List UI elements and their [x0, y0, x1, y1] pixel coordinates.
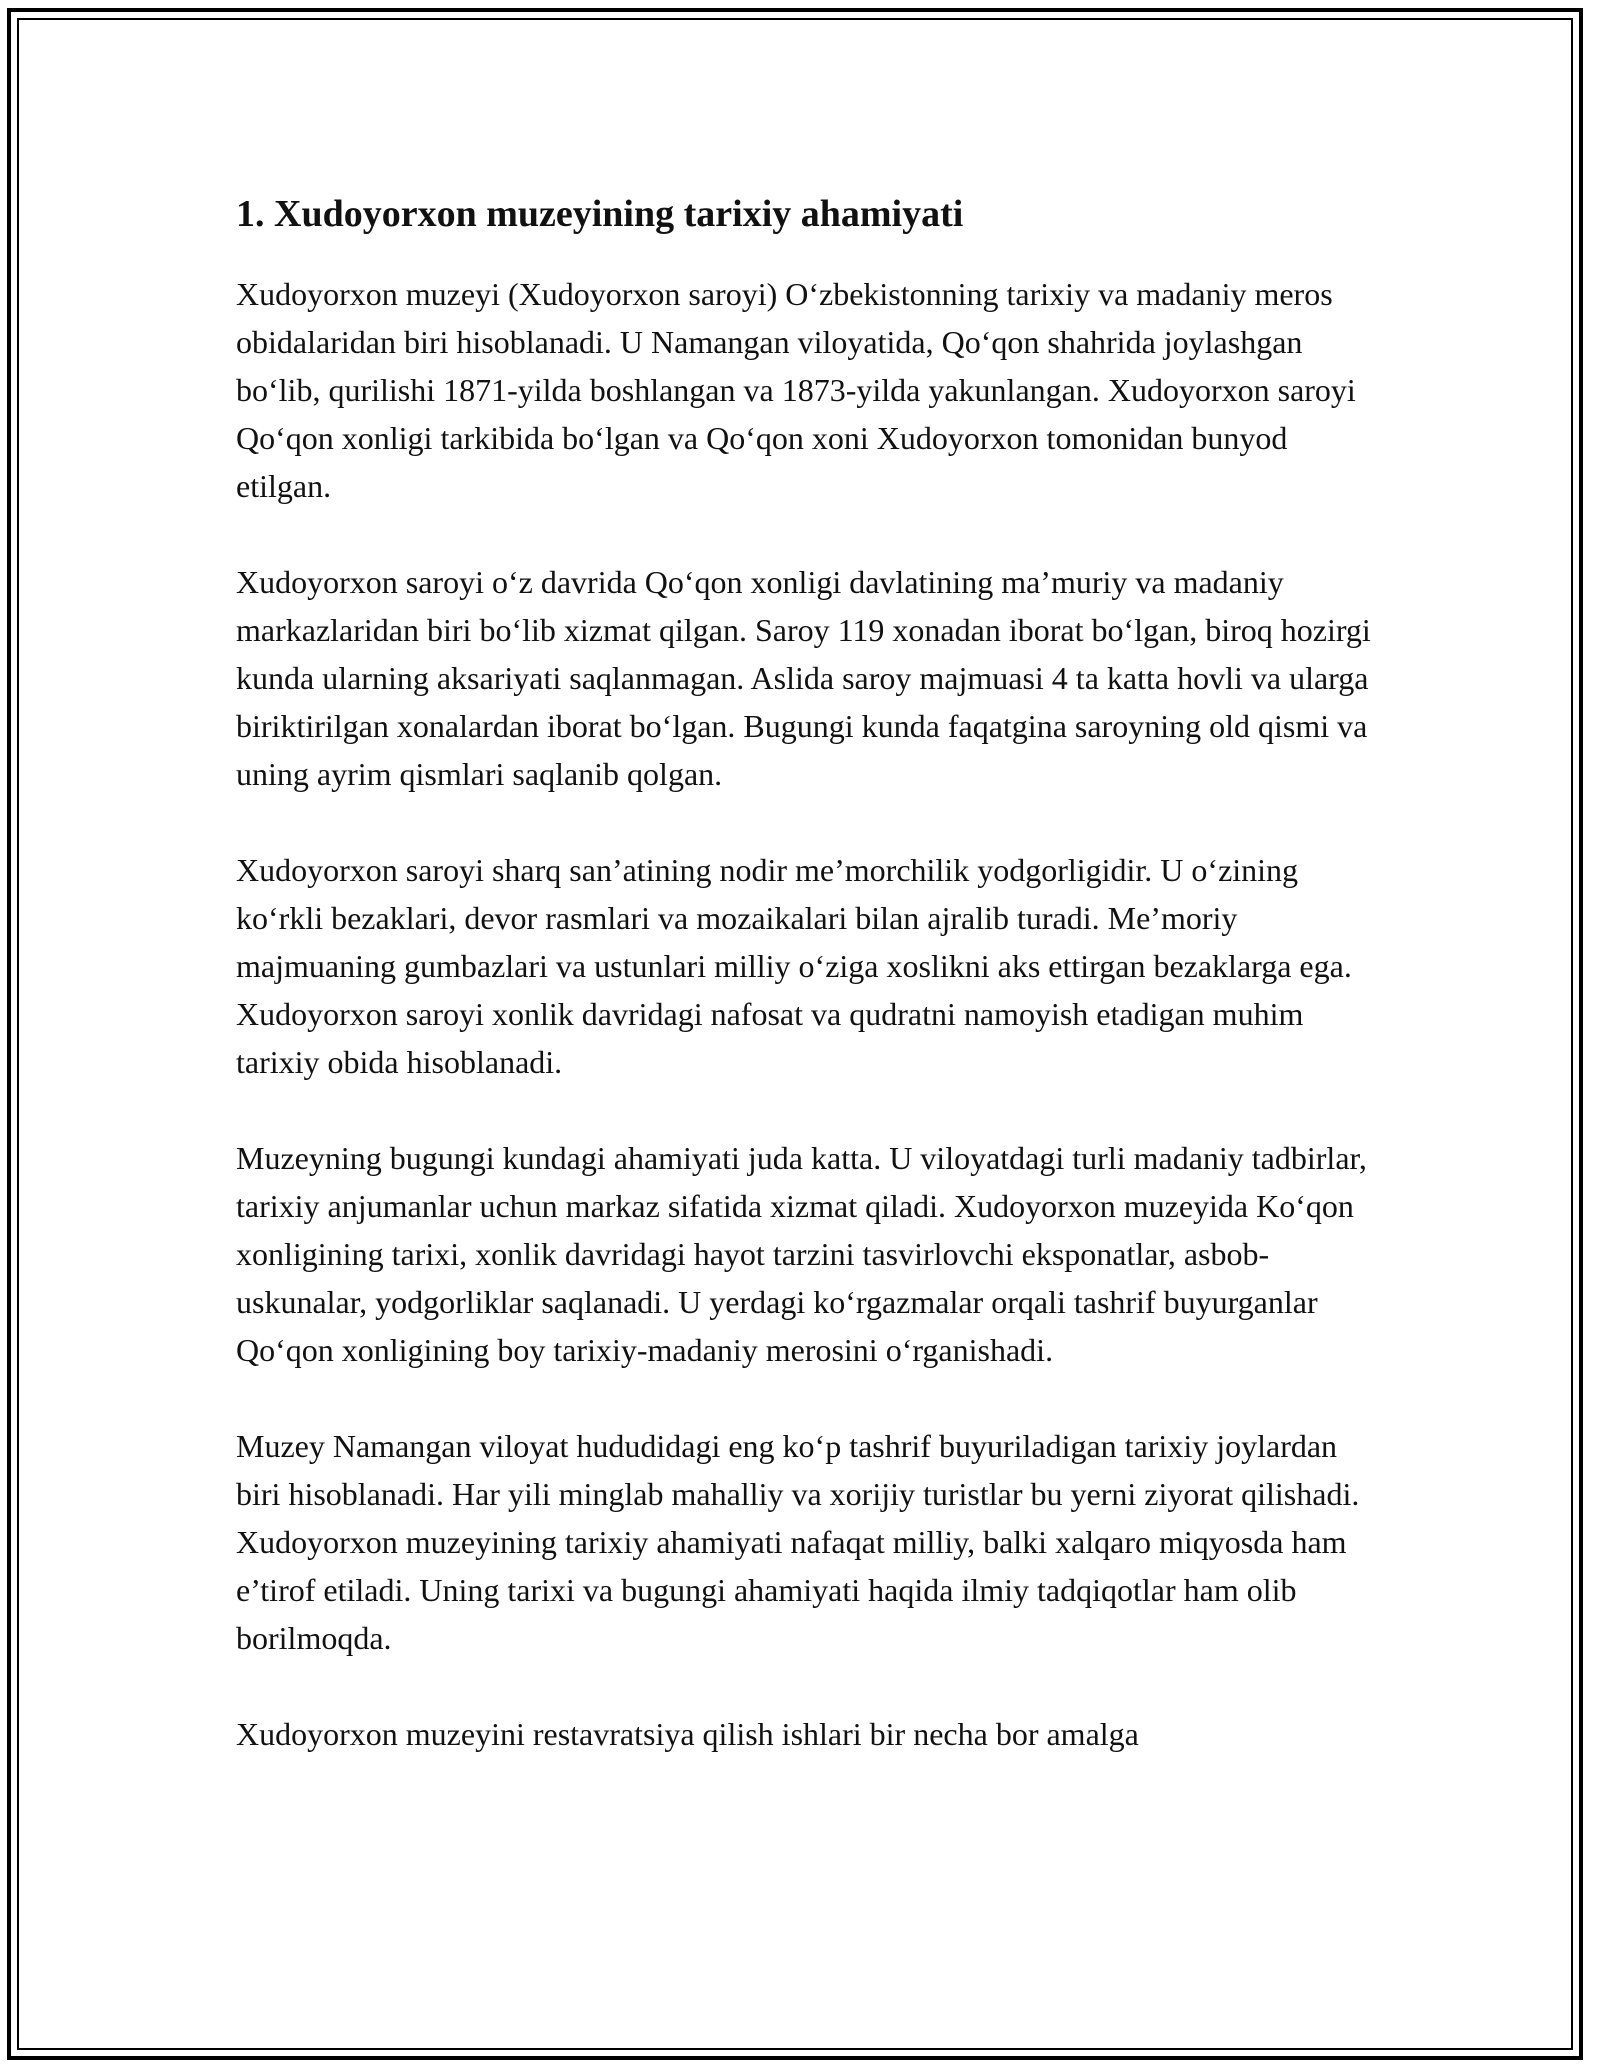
paragraph: Xudoyorxon saroyi sharq san’atining nodir me’morchilik yodgorligidir. U o‘zining ko‘rkli bezaklari, devor rasmlari va mozaikalari bilan ajralib turadi. Me’moriy majmuaning gumbazlari va ustunlari milliy o‘ziga xoslikni aks ettirgan bezaklarga ega. Xudoyorxon saroyi xonlik davridagi nafosat va qudratni namoyish etadigan muhim tarixiy obida hisoblanadi.	[236, 852, 1352, 1080]
paragraph: Xudoyorxon muzeyi (Xudoyorxon saroyi) O‘zbekistonning tarixiy va madaniy meros obidalaridan biri hisoblanadi. U Namangan viloyatida, Qo‘qon shahrida joylashgan bo‘lib, qurilishi 1871-yilda boshlangan va 1873-yilda yakunlangan. Xudoyorxon saroyi Qo‘qon xonligi tarkibida bo‘lgan va Qo‘qon xoni Xudoyorxon tomonidan bunyod etilgan.	[236, 276, 1356, 504]
paragraph: Xudoyorxon saroyi o‘z davrida Qo‘qon xonligi davlatining ma’muriy va madaniy markazlaridan biri bo‘lib xizmat qilgan. Saroy 119 xonadan iborat bo‘lgan, biroq hozirgi kunda ularning aksariyati saqlanmagan. Aslida saroy majmuasi 4 ta katta hovli va ularga biriktirilgan xonalardan iborat bo‘lgan. Bugungi kunda faqatgina saroyning old qismi va uning ayrim qismlari saqlanib qolgan.	[236, 564, 1371, 792]
document-body	[236, 186, 1386, 1806]
paragraph: Xudoyorxon muzeyini restavratsiya qilish ishlari bir necha bor amalga	[236, 1716, 1139, 1752]
paragraph: Muzey Namangan viloyat hududidagi eng ko‘p tashrif buyuriladigan tarixiy joylardan biri hisoblanadi. Har yili minglab mahalliy va xorijiy turistlar bu yerni ziyorat qilishadi. Xudoyorxon muzeyining tarixiy ahamiyati nafaqat milliy, balki xalqaro miqyosda ham e’tirof etiladi. Uning tarixi va bugungi ahamiyati haqida ilmiy tadqiqotlar ham olib borilmoqda.	[236, 1428, 1360, 1656]
paragraph: Muzeyning bugungi kundagi ahamiyati juda katta. U viloyatdagi turli madaniy tadbirlar, tarixiy anjumanlar uchun markaz sifatida xizmat qiladi. Xudoyorxon muzeyida Ko‘qon xonligining tarixi, xonlik davridagi hayot tarzini tasvirlovchi eksponatlar, asbob-uskunalar, yodgorliklar saqlanadi. U yerdagi ko‘rgazmalar orqali tashrif buyurganlar Qo‘qon xonligining boy tarixiy-madaniy merosini o‘rganishadi.	[236, 1140, 1367, 1368]
section-heading: 1. Xudoyorxon muzeyining tarixiy ahamiyati	[236, 193, 964, 235]
